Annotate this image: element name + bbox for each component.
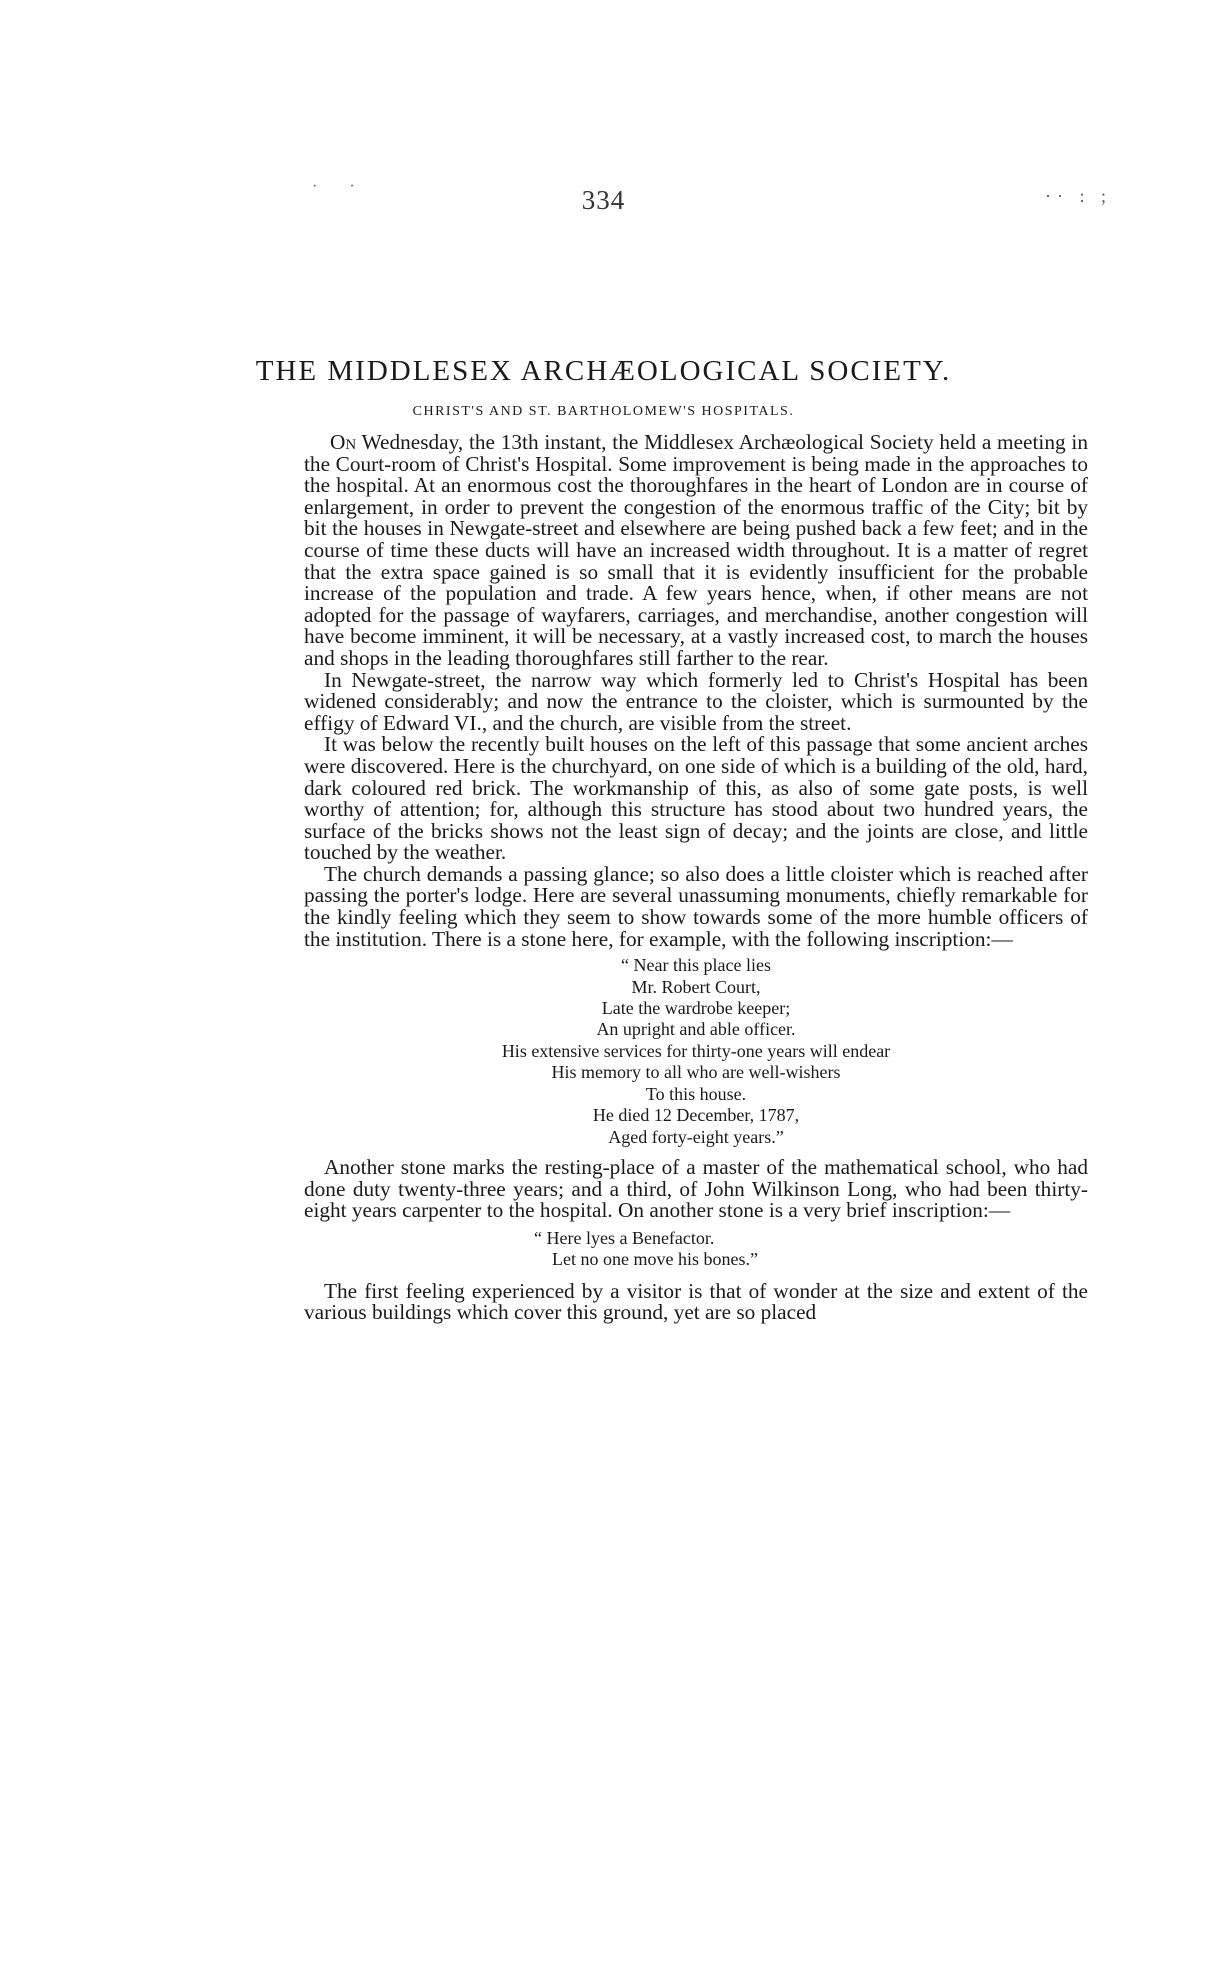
paragraph-1-text: Wednesday, the 13th instant, the Middlesex Archæological Society held a meeting in the Court-room of Christ's Hospital. Some improvement is being made in the approaches to the hospital. At an enormous cost the thoroughfares in the heart of London are in course of enlargement, in order to prevent the congestion of the enormous traffic of the City; bit by bit the houses in Newgate-street and elsewhere are being pushed back a few feet; and in the course of time these ducts will have an increased width throughout. It is a matter of regret that the extra space gained is so small that it is evidently insufficient for the probable increase of the population and trade. A few years hence, when, if other means are not adopted for the passage of wayfarers, carriages, and merchandise, another congestion will have become imminent, it will be necessary, at a vastly increased cost, to march the houses and shops in the leading thoroughfares still farther to the rear.	[304, 430, 1088, 670]
article-subtitle: CHRIST'S AND ST. BARTHOLOMEW'S HOSPITALS.	[412, 404, 795, 419]
inscription-line: His memory to all who are well-wishers	[551, 1062, 841, 1083]
inscription-line: Mr. Robert Court,	[631, 976, 761, 997]
article-body	[304, 432, 1088, 1324]
inscription-line: His extensive services for thirty-one years will endear	[501, 1040, 891, 1061]
print-specks-left: · ·	[312, 178, 369, 195]
inscription-line: Let no one move his bones.”	[552, 1249, 758, 1270]
paragraph-2: In Newgate-street, the narrow way which formerly led to Christ's Hospital has been widened considerably; and now the entrance to the cloister, which is surmounted by the effigy of Edward VI., and the church, are visible from the street.	[304, 667, 1088, 735]
paragraph-3: It was below the recently built houses on the left of this passage that some ancient arches were discovered. Here is the churchyard, on one side of which is a building of the old, hard, dark coloured red brick. The workmanship of this, as also of some gate posts, is well worthy of attention; for, although this structure has stood about two hundred years, the surface of the bricks shows not the least sign of decay; and the joints are close, and little touched by the weather.	[304, 732, 1088, 865]
paragraph-6: The first feeling experienced by a visitor is that of wonder at the size and extent of the various buildings which cover this ground, yet are so placed	[304, 1278, 1088, 1325]
inscription-line: An upright and able officer.	[596, 1019, 796, 1040]
inscription-court	[304, 955, 1088, 1148]
inscription-line: To this house.	[645, 1083, 747, 1104]
article-title: THE MIDDLESEX ARCHÆOLOGICAL SOCIETY.	[255, 355, 952, 387]
paragraph-1-lead: On	[330, 430, 357, 454]
page-number: 334	[581, 185, 626, 215]
inscription-line: Late the wardrobe keeper;	[601, 998, 791, 1019]
inscription-line: “ Near this place lies	[621, 955, 771, 976]
inscription-line: “ Here lyes a Benefactor.	[534, 1227, 715, 1248]
paragraph-1	[304, 432, 1088, 670]
inscription-benefactor	[534, 1228, 1088, 1271]
paragraph-5: Another stone marks the resting-place of a master of the mathematical school, who had done duty twenty-three years; and a third, of John Wilkinson Long, who had been thirty-eight years carpenter to the hospital. On another stone is a very brief inscription:—	[304, 1154, 1088, 1223]
paragraph-4: The church demands a passing glance; so also does a little cloister which is reached after passing the porter's lodge. Here are several unassuming monuments, chiefly remarkable for the kindly feeling which they seem to show towards some of the more humble officers of the institution. There is a stone here, for example, with the following inscription:—	[304, 861, 1088, 951]
inscription-line: He died 12 December, 1787,	[592, 1105, 800, 1126]
print-specks-right: ·· : ;	[1045, 186, 1112, 206]
inscription-line: Aged forty-eight years.”	[608, 1126, 784, 1147]
